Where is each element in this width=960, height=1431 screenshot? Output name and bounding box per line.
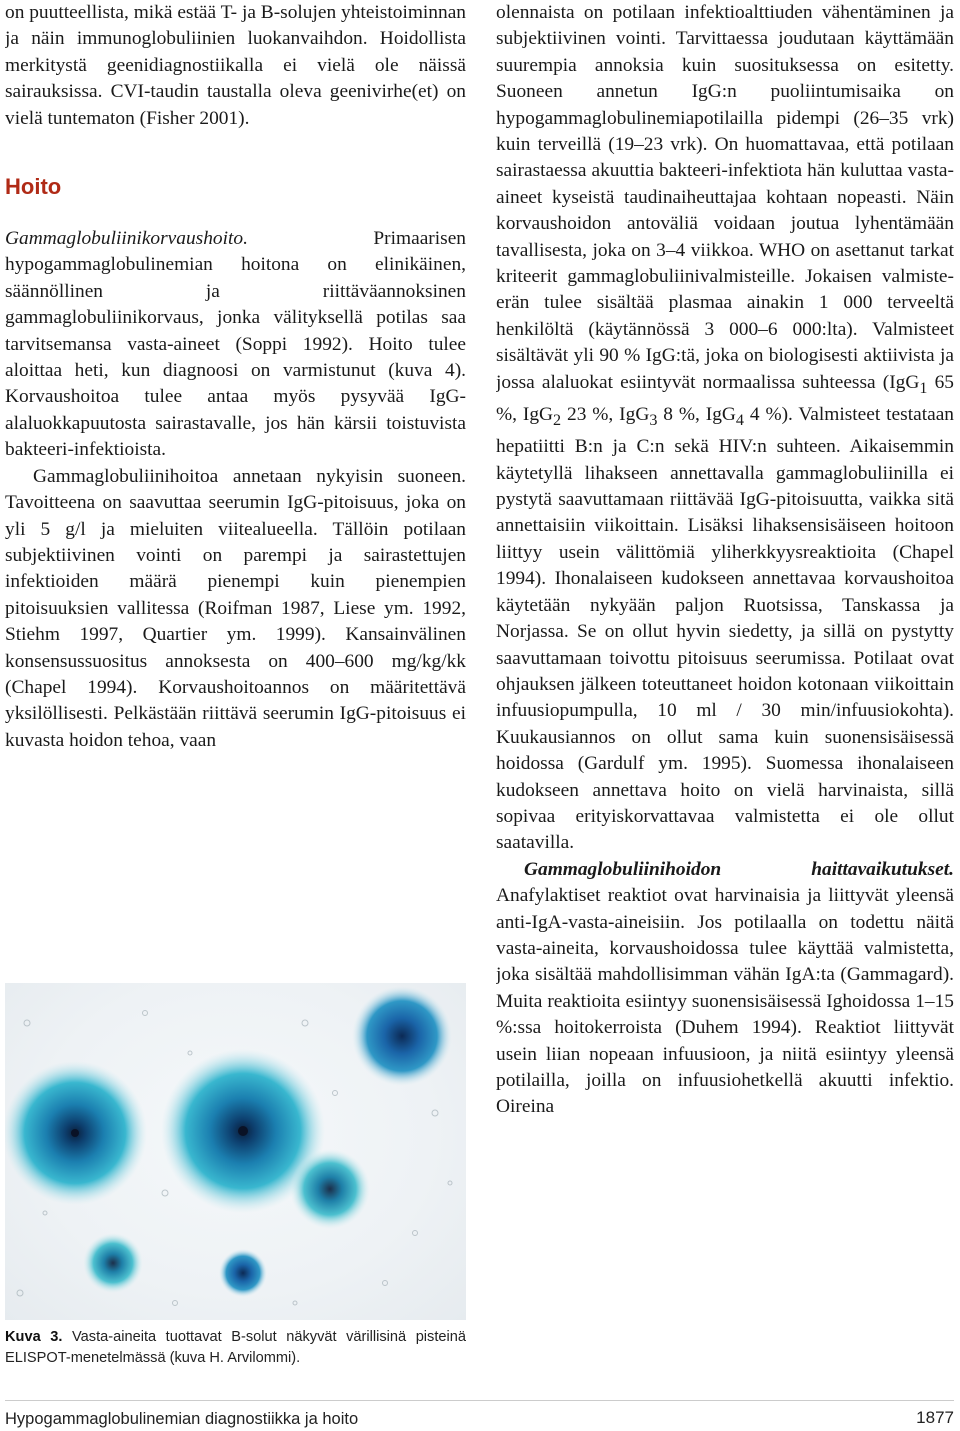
spot-core-left — [71, 1129, 79, 1137]
runin-heading-side-effects: Gammaglobuliinihoidon haittavaikutukset. — [524, 858, 954, 880]
paragraph-dosage-part1: olennaista on potilaan infektioalttiuden vähentäminen ja subjektiivinen vointi. Tarvittaessa joudutaan käyttämään suurempia annoksia kuin suosituksessa on esitetty. Suoneen annetun IgG:n puoliintumisaika on hypogammaglobulinemiapotilailla pidempi (26–35 vrk) kuin terveillä (19–23 vrk). On huomattavaa, että potilaan sairastaessa akuuttia bakteeri-infektiota hän kuluttaa vasta-aineet kyseistä taudinaiheuttajaa kohtaan nopeasti. Näin korvaushoidon antoväliä voidaan joutua lyhentämään tavallisesta, joka on 3–4 viikkoa. WHO on asettanut tarkat kriteerit gammaglobuliinivalmisteille. Jokaisen valmiste-erän tulee sisältää plasmaa ainakin 1 000 terveeltä henkilöltä (käytännössä 3 000–6 000:lta). Valmisteet sisältävät yli 90 % IgG:tä, joka on biologisesti aktiivista ja jossa alaluokat esiintyvät normaalissa suhteessa (IgG — [496, 2, 954, 393]
subscript-2: 2 — [553, 411, 562, 429]
subscript-4: 4 — [735, 411, 744, 429]
spot-top-right — [352, 986, 452, 1086]
spot-bottom-center — [219, 1249, 267, 1297]
runin-heading-gammaglobulin: Gammaglobuliinikorvaushoito. — [5, 228, 248, 250]
left-column — [5, 0, 466, 860]
subscript-3: 3 — [649, 411, 658, 429]
paragraph-gammaglobulin — [5, 226, 466, 464]
footer-divider — [5, 1400, 954, 1401]
paragraph-dosage-part2: 65 %, IgG — [496, 371, 954, 425]
spot-bottom-left — [83, 1233, 143, 1293]
page-number: 1877 — [916, 1408, 954, 1427]
section-heading-hoito: Hoito — [5, 174, 62, 200]
subscript-1: 1 — [919, 379, 928, 397]
paragraph-intro: on puutteellista, mikä estää T- ja B-solujen yhteistoiminnan ja näin immunoglobuliinien luokanvaihdon. Hoidollista merkitystä geenidiagnostiikalla ei vielä ole näissä sairauksissa. CVI-taudin taustalla oleva geenivirhe(et) on vielä tuntematon (Fisher 2001). — [5, 2, 466, 129]
paragraph-dosage-part5: 4 %). Valmisteet testataan hepatiitti B:n ja C:n sekä HIV:n suhteen. Aikaisemmin käytetyllä lihakseen annettavalla gammaglobuliinilla ei pystytä saavuttamaan riittävää IgG-pitoisuutta, vaikka sitä annettaisiin viikoittain. Lisäksi lihaksensisäiseen hoitoon liittyy usein välittömiä yliherkkyysreaktioita (Chapel 1994). Ihonalaiseen kudokseen annettavaa korvaushoitoa käytetään nykyään paljon Ruotsissa, Tanskassa ja Norjassa. Se on ollut hyvin siedetty, ja sillä on pystytty saavuttamaan toivottu pitoisuus seerumissa. Potilaat ovat ohjauksen jälkeen toteuttaneet hoidon kotonaan viikoittain infuusiopumpulla, 10 ml / 30 min/infuusiokohta). Kuukausiannos on ollut sama kuin suonensisäisessä hoidossa (Gardulf ym. 1995). Suomessa ihonalaiseen kudokseen annettava hoito on vielä harvinaista, sillä sopivaa erityiskorvattavaa valmistetta ei ole ollut saatavilla. — [496, 403, 954, 854]
spot-right-middle — [290, 1149, 370, 1229]
paragraph-gammaglobulin-text: Primaarisen hypogammaglobulinemian hoitona on elinikäinen, säännöllinen ja riittäväannoksinen gammaglobuliinikorvaus, jonka välityksellä potilas saa tarvitsemansa vasta-aineet (Soppi 1992). Hoito tulee aloittaa heti, kun diagnoosi on varmistunut (kuva 4). Korvaushoitoa tulee antaa myös pysyvää IgG-alaluokkapuutosta sairastavalle, jos hän kärsii toistuvista bakteeri-infektioista. — [5, 228, 466, 461]
paragraph-dosage — [496, 0, 954, 857]
paragraph-dosage-part3: 23 %, IgG — [561, 403, 650, 425]
paragraph-side-effects-text: Anafylaktiset reaktiot ovat harvinaisia ja liittyvät yleensä anti-IgA-vasta-aineisiin. Jos potilaalla on todettu näitä vasta-aineita, korvaushoidossa tulee käyttää valmistetta, joka sisältää mahdollisimman vähän IgA:ta (Gammagard). Muita reaktioita esiintyy suonensisäisessä Ighoidossa 1–15 %:ssa hoitokerroista (Duhem 1994). Reaktiot liittyvät usein liian nopeaan infuusioon, ja niitä esiintyy yleensä potilailla, joilla on infuusiohetkellä akuutti infektio. Oireina — [496, 885, 954, 1118]
paragraph-iv-therapy: Gammaglobuliinihoitoa annetaan nykyisin suoneen. Tavoitteena on saavuttaa seerumin IgG-pitoisuus, joka on yli 5 g/l ja mieluiten viitealueella. Tällöin potilaan subjektiivinen vointi on parempi ja sairastettujen infektioiden määrä pienempi kuin pienempien pitoisuuksien vallitessa (Roifman 1987, Liese ym. 1992, Stiehm 1997, Quartier ym. 1999). Kansainvälinen konsensussuositus annoksesta on 400–600 mg/kg/kk (Chapel 1994). Korvaushoitoannos on määritettävä yksilöllisesti. Pelkästään riittävä seerumin IgG-pitoisuus ei kuvasta hoidon tehoa, vaan — [5, 465, 466, 751]
figure-elispot-image — [5, 983, 466, 1320]
caption-label: Kuva 3. — [5, 1329, 63, 1345]
paragraph-dosage-part4: 8 %, IgG — [657, 403, 736, 425]
figure-caption — [5, 1327, 466, 1369]
paragraph-side-effects — [496, 857, 954, 1121]
caption-text: Vasta-aineita tuottavat B-solut näkyvät värillisinä pisteinä ELISPOT-menetelmässä (kuva H. Arvilommi). — [5, 1329, 466, 1366]
right-column — [496, 0, 954, 1385]
elispot-photo — [5, 983, 466, 1320]
footer-running-title: Hypogammaglobulinemian diagnostiikka ja hoito — [5, 1410, 359, 1428]
spot-core-center — [238, 1126, 248, 1136]
